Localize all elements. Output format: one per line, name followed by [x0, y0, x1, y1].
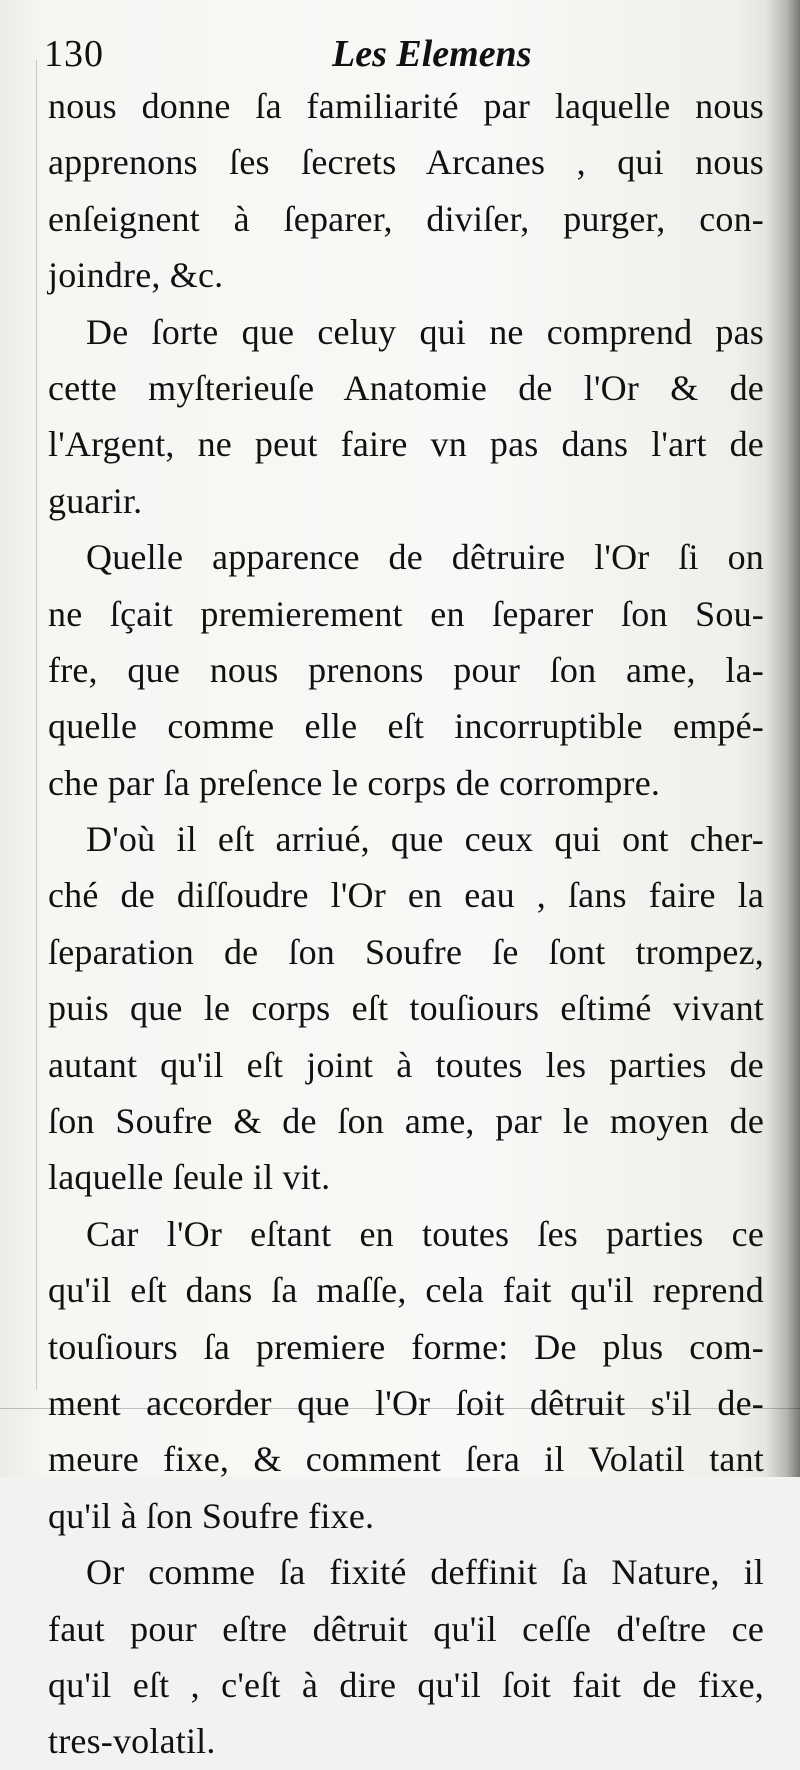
- text-line: D'où il eſt arriué, que ceux qui ont cher-: [86, 819, 764, 860]
- text-line: apprenons ſes ſecrets Arcanes , qui nous: [48, 142, 764, 183]
- text-line: autant qu'il eſt joint à toutes les parties de: [48, 1044, 764, 1085]
- margin-rule: [36, 60, 37, 1390]
- text-line: qu'il eſt dans ſa maſſe, cela fait qu'il reprend: [48, 1270, 764, 1311]
- text-line: l'Argent, ne peut faire vn pas dans l'art de: [48, 424, 764, 465]
- text-line: ſon Soufre & de ſon ame, par le moyen de: [48, 1101, 764, 1142]
- text-line: ché de diſſoudre l'Or en eau , ſans faire la: [48, 875, 764, 916]
- text-line: ment accorder que l'Or ſoit dêtruit s'il de-: [48, 1382, 764, 1423]
- text-line: Car l'Or eſtant en toutes ſes parties ce: [86, 1213, 764, 1254]
- page-number: 130: [44, 33, 104, 75]
- text-line: nous donne ſa familiarité par laquelle nous: [48, 86, 764, 126]
- text-line: qu'il à ſon Soufre fixe.: [48, 1495, 375, 1536]
- text-line: qu'il eſt , c'eſt à dire qu'il ſoit fait de fixe,: [48, 1664, 764, 1705]
- text-line: guarir.: [48, 480, 143, 521]
- text-line: ſeparation de ſon Soufre ſe ſont trompez,: [48, 931, 764, 972]
- text-line: De ſorte que celuy qui ne comprend pas: [86, 311, 764, 352]
- text-line: che par ſa preſence le corps de corrompre.: [48, 762, 661, 803]
- body-text: [48, 78, 764, 1770]
- text-line: touſiours ſa premiere forme: De plus com-: [48, 1326, 764, 1367]
- text-line: Quelle apparence de dêtruire l'Or ſi on: [86, 537, 764, 578]
- text-line: meure fixe, & comment ſera il Volatil tant: [48, 1439, 764, 1480]
- running-title: Les Elemens: [332, 33, 532, 75]
- text-line: laquelle ſeule il vit.: [48, 1157, 331, 1198]
- text-line: fre, que nous prenons pour ſon ame, la-: [48, 649, 764, 690]
- text-line: faut pour eſtre dêtruit qu'il ceſſe d'eſtre ce: [48, 1608, 764, 1649]
- text-line: Or comme ſa fixité deffinit ſa Nature, il: [86, 1552, 764, 1593]
- text-line: puis que le corps eſt touſiours eſtimé vivant: [48, 988, 764, 1029]
- text-line: enſeignent à ſeparer, diviſer, purger, con-: [48, 198, 764, 239]
- text-line: cette myſterieuſe Anatomie de l'Or & de: [48, 367, 764, 408]
- text-line: joindre, &c.: [48, 255, 224, 296]
- spine-shadow: [766, 0, 800, 1477]
- text-line: quelle comme elle eſt incorruptible empé-: [48, 706, 764, 747]
- page-header: [44, 30, 764, 78]
- text-line: tres-volatil.: [48, 1721, 216, 1762]
- text-line: ne ſçait premierement en ſeparer ſon Sou-: [48, 593, 764, 634]
